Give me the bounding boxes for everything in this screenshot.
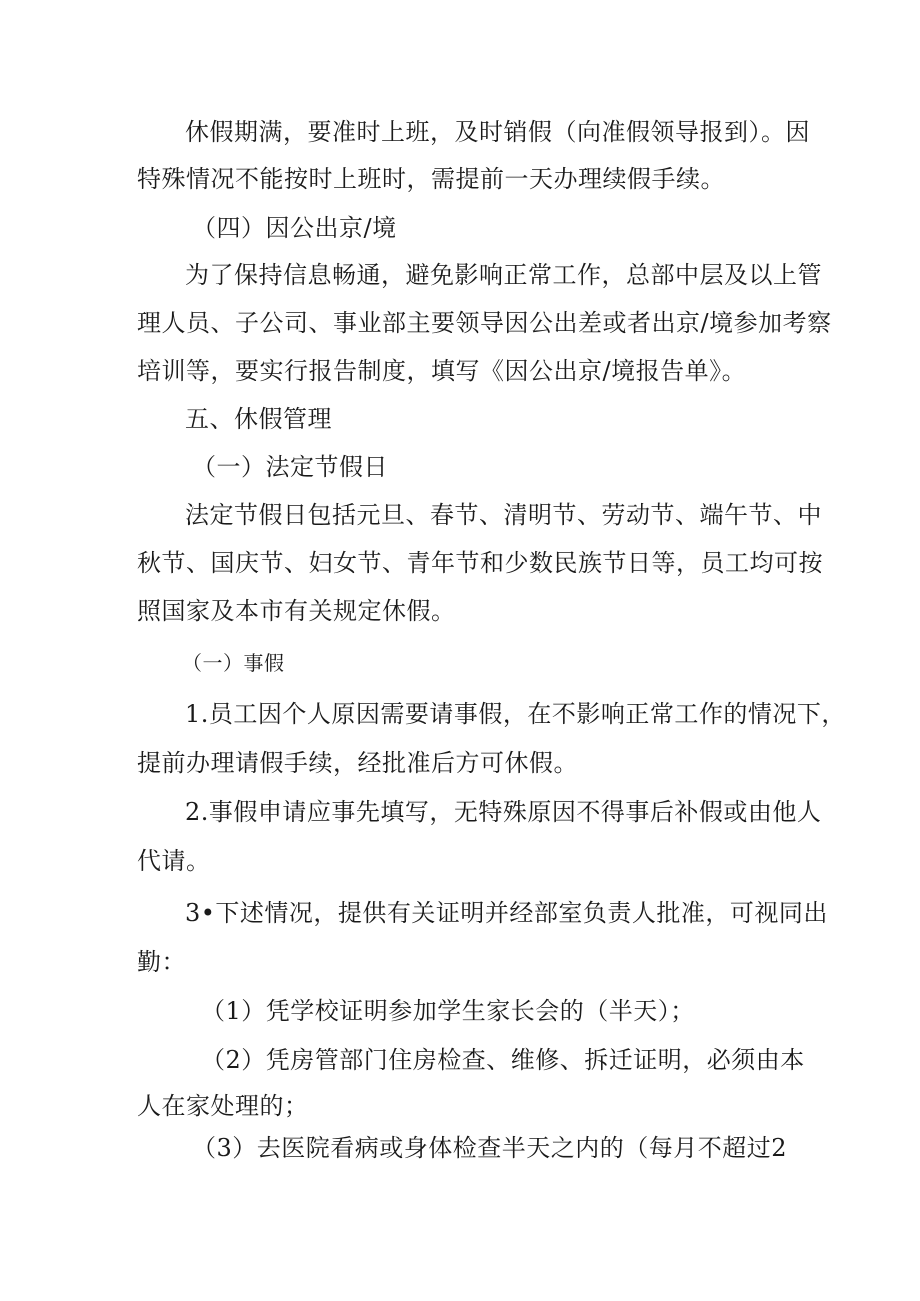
section-heading-leave-management: 五、休假管理 [185, 405, 332, 433]
paragraph-line: 理人员、子公司、事业部主要领导因公出差或者出京/境参加考察 [137, 309, 832, 337]
paragraph-line: 秋节、国庆节、妇女节、青年节和少数民族节日等，员工均可按 [137, 549, 823, 577]
sub-item-line: （2）凭房管部门住房检查、维修、拆迁证明，必须由本 [201, 1046, 805, 1074]
subheading-business-trip: （四）因公出京/境 [192, 214, 397, 242]
paragraph-line: 培训等，要实行报告制度，填写《因公出京/境报告单》。 [137, 357, 747, 385]
paragraph-line: 特殊情况不能按时上班时，需提前一天办理续假手续。 [137, 165, 725, 193]
list-item-line: 3•下述情况，提供有关证明并经部室负责人批准，可视同出 [185, 899, 828, 927]
list-item-line: 提前办理请假手续，经批准后方可休假。 [137, 749, 578, 777]
list-item-line: 1.员工因个人原因需要请事假，在不影响正常工作的情况下， [185, 700, 846, 728]
subheading-personal-leave: （一）事假 [182, 651, 285, 675]
sub-item-line: （3）去医院看病或身体检查半天之内的（每月不超过2 [192, 1134, 788, 1162]
paragraph-line: 照国家及本市有关规定休假。 [137, 597, 456, 625]
list-item-line: 2.事假申请应事先填写，无特殊原因不得事后补假或由他人 [185, 798, 822, 826]
sub-item-line: 人在家处理的； [137, 1092, 309, 1120]
sub-item-line: （1）凭学校证明参加学生家长会的（半天）； [201, 997, 695, 1025]
paragraph-line: 法定节假日包括元旦、春节、清明节、劳动节、端午节、中 [185, 501, 822, 529]
paragraph-line: 为了保持信息畅通，避免影响正常工作，总部中层及以上管 [185, 261, 822, 289]
paragraph-line: 休假期满，要准时上班，及时销假（向准假领导报到）。因 [185, 118, 810, 146]
list-item-line: 代请。 [137, 847, 211, 875]
subheading-public-holidays: （一）法定节假日 [192, 453, 388, 481]
list-item-line: 勤： [137, 948, 186, 976]
